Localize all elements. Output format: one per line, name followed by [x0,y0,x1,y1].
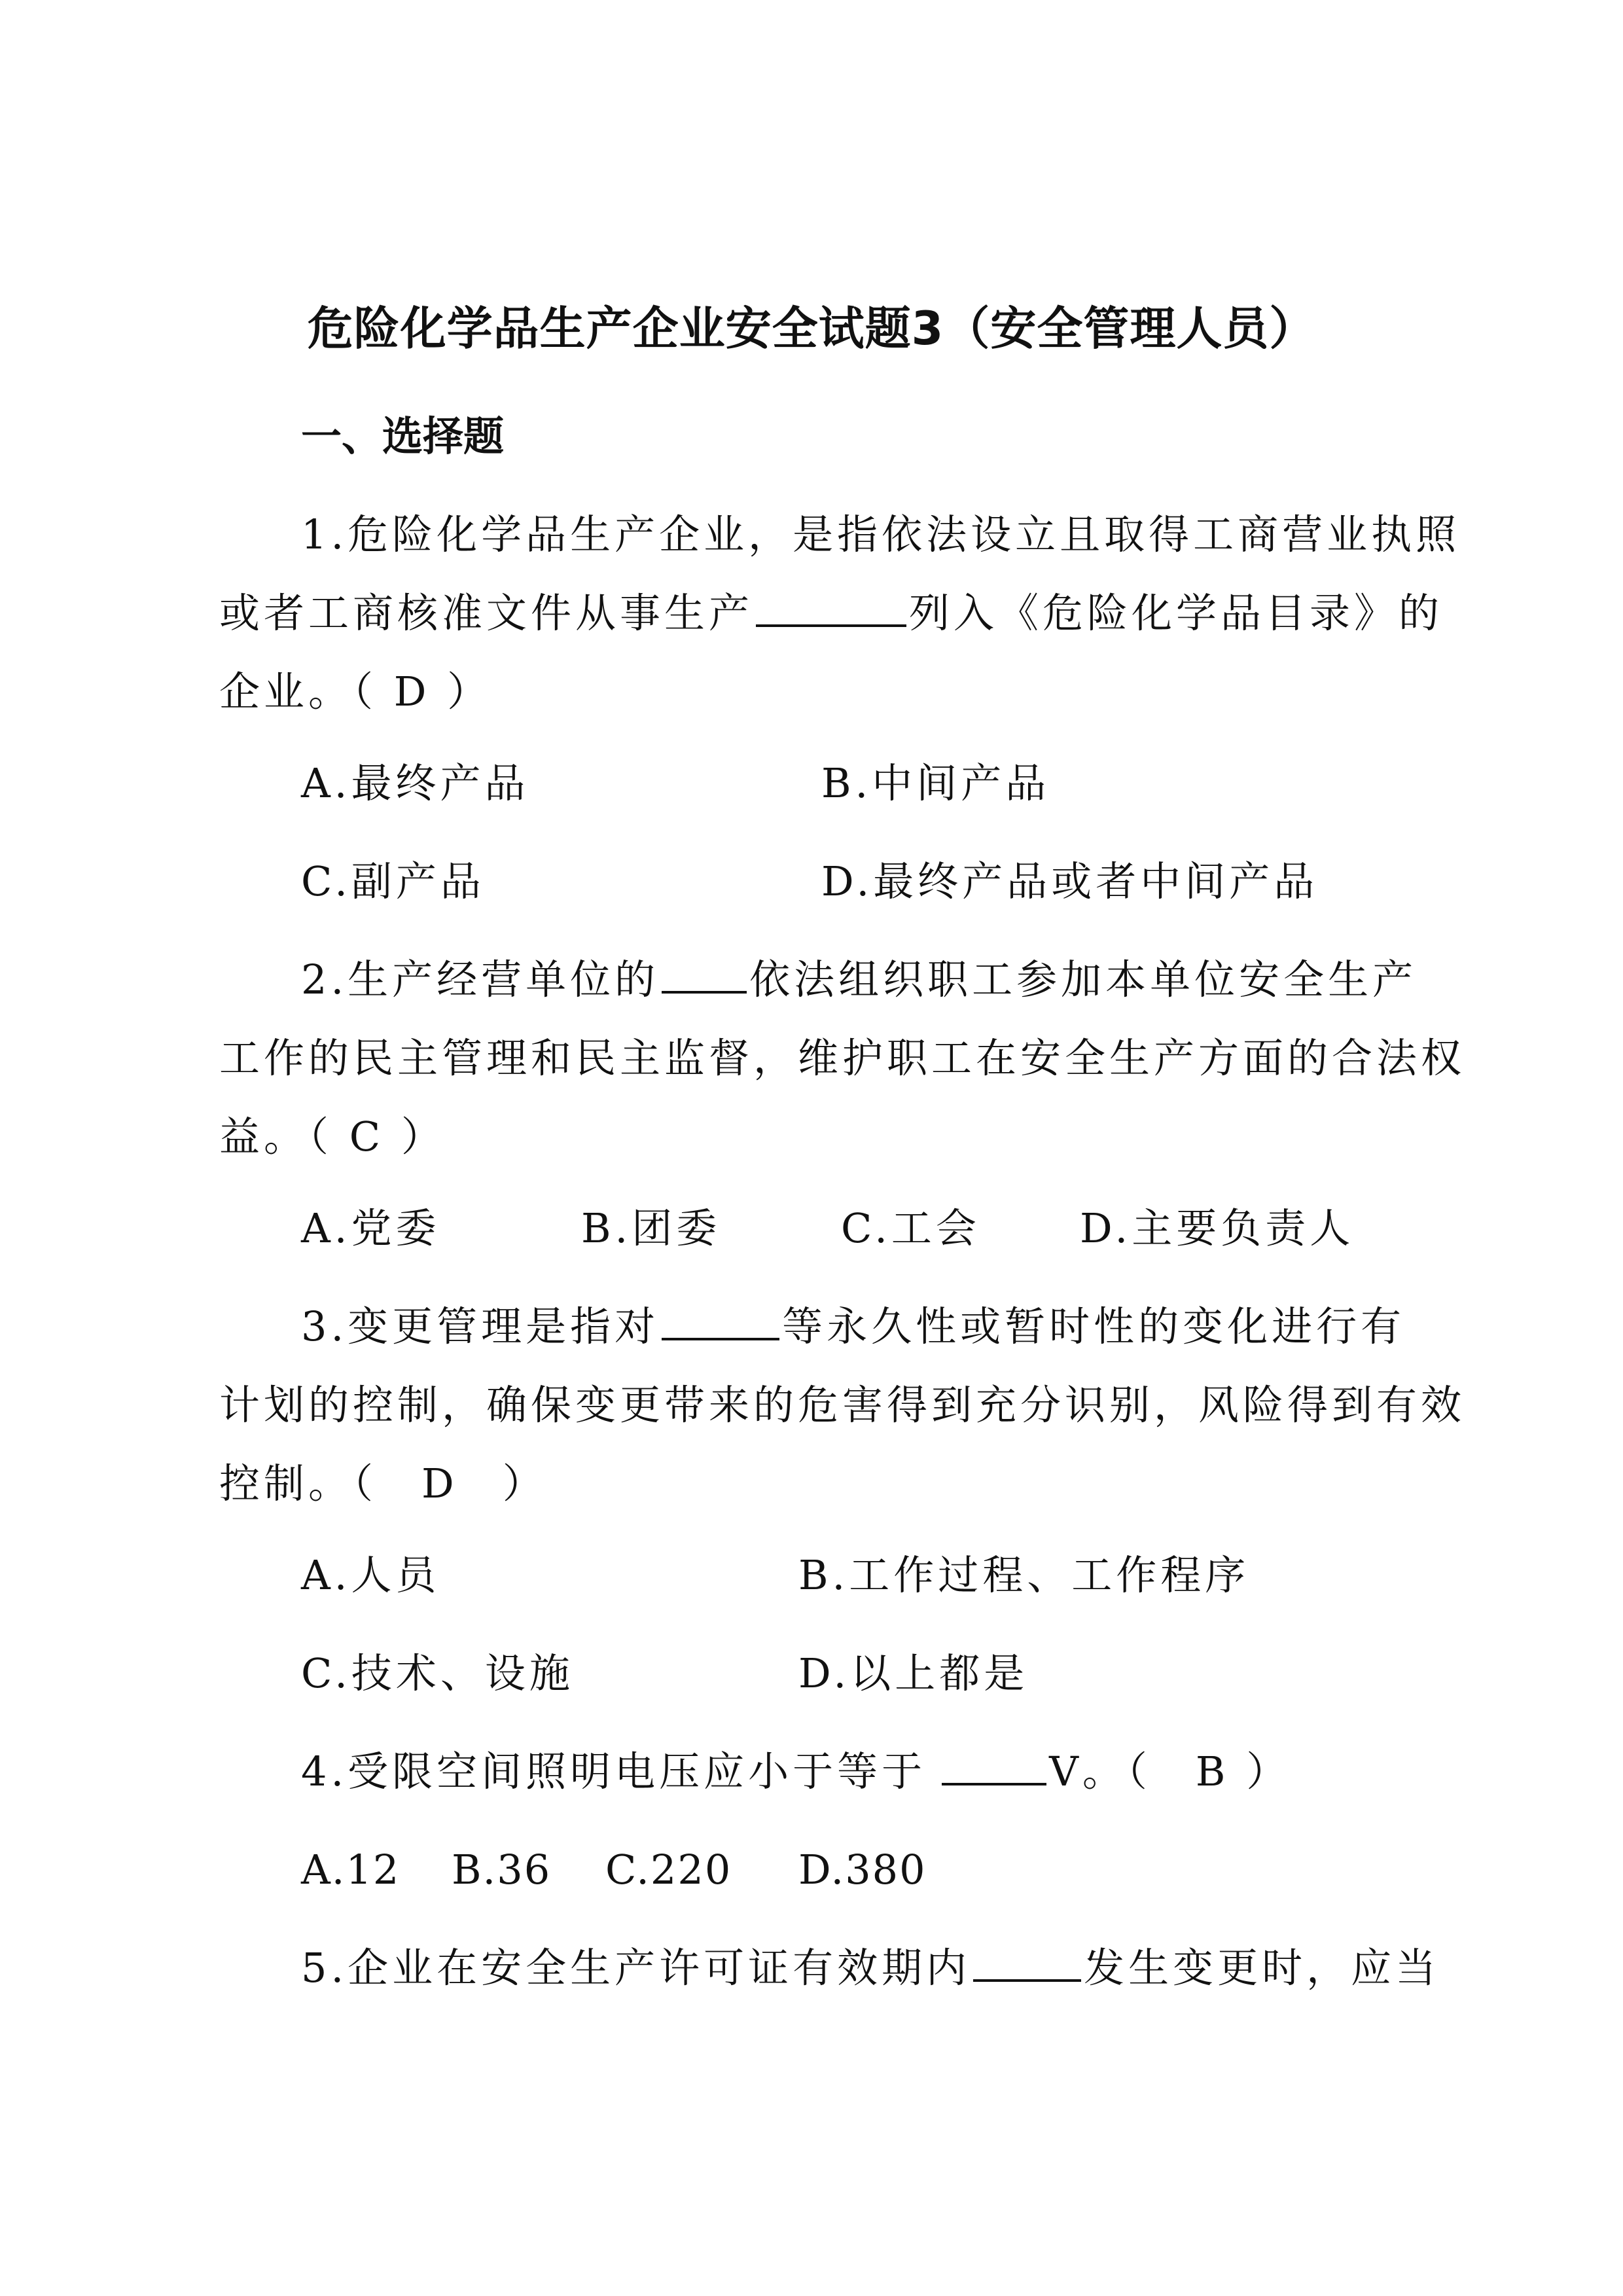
answer-blank [973,1941,1081,1982]
question-3-line-1-text: 3.变更管理是指对 [301,1302,660,1350]
question-5-line-1-text-end: 发生变更时，应当 [1084,1944,1440,1992]
answer-blank [662,953,747,994]
question-1-option-b: B.中间产品 [821,759,1050,807]
question-2-option-b: B.团委 [581,1204,721,1252]
question-4-option-c: C.220 [605,1846,732,1893]
question-4-line-1 [301,1742,1291,1801]
question-1-line-2 [219,584,1443,643]
question-2-option-d: D.主要负责人 [1080,1204,1355,1252]
question-1-line-2-text-end: 列入《危险化学品目录》的 [909,589,1444,637]
question-2-line-2: 工作的民主管理和民主监督，维护职工在安全生产方面的合法权 [219,1034,1466,1082]
question-2-line-1-text: 2.生产经营单位的 [301,956,660,1003]
question-2-option-a: A.党委 [301,1204,440,1252]
question-3-option-c: C.技术、设施 [301,1649,574,1697]
section-heading: 一、选择题 [301,412,505,460]
question-2-line-1-text-end: 依法组织职工参加本单位安全生产 [749,956,1418,1003]
question-4-line-1-text: 4.受限空间照明电压应小于等于 [301,1748,927,1795]
question-5-line-1 [301,1939,1440,1998]
question-4-option-d: D.380 [798,1846,927,1893]
question-3-option-a: A.人员 [301,1551,440,1599]
question-3-option-d: D.以上都是 [798,1649,1029,1697]
question-3-line-2: 计划的控制，确保变更带来的危害得到充分识别，风险得到有效 [219,1381,1466,1429]
question-3-option-b: B.工作过程、工作程序 [798,1551,1250,1599]
question-1-line-1: 1.危险化学品生产企业，是指依法设立且取得工商营业执照 [301,511,1461,558]
question-4-option-a: A.12 [301,1846,401,1893]
question-4-option-b: B.36 [452,1846,552,1893]
question-3-line-1 [301,1297,1405,1356]
question-3-line-1-text-end: 等永久性或暂时性的变化进行有 [782,1302,1406,1350]
question-1-option-c: C.副产品 [301,857,485,905]
question-1-line-2-text: 或者工商核准文件从事生产 [219,589,754,637]
question-3-line-3: 控制。（ D ） [219,1460,547,1507]
question-4-line-1-text-end: V。（ B ） [1049,1748,1291,1795]
question-1-option-d: D.最终产品或者中间产品 [821,857,1319,905]
question-1-line-3: 企业。（ D ） [219,668,492,715]
answer-blank [662,1300,779,1340]
question-1-option-a: A.最终产品 [301,759,529,807]
answer-blank [942,1745,1046,1785]
question-5-line-1-text: 5.企业在安全生产许可证有效期内 [301,1944,971,1992]
question-2-option-c: C.工会 [841,1204,980,1252]
document-title: 危险化学品生产企业安全试题3（安全管理人员） [307,302,1316,355]
question-2-line-3: 益。（ C ） [219,1113,446,1160]
answer-blank [756,586,906,627]
question-2-line-1 [301,950,1417,1009]
